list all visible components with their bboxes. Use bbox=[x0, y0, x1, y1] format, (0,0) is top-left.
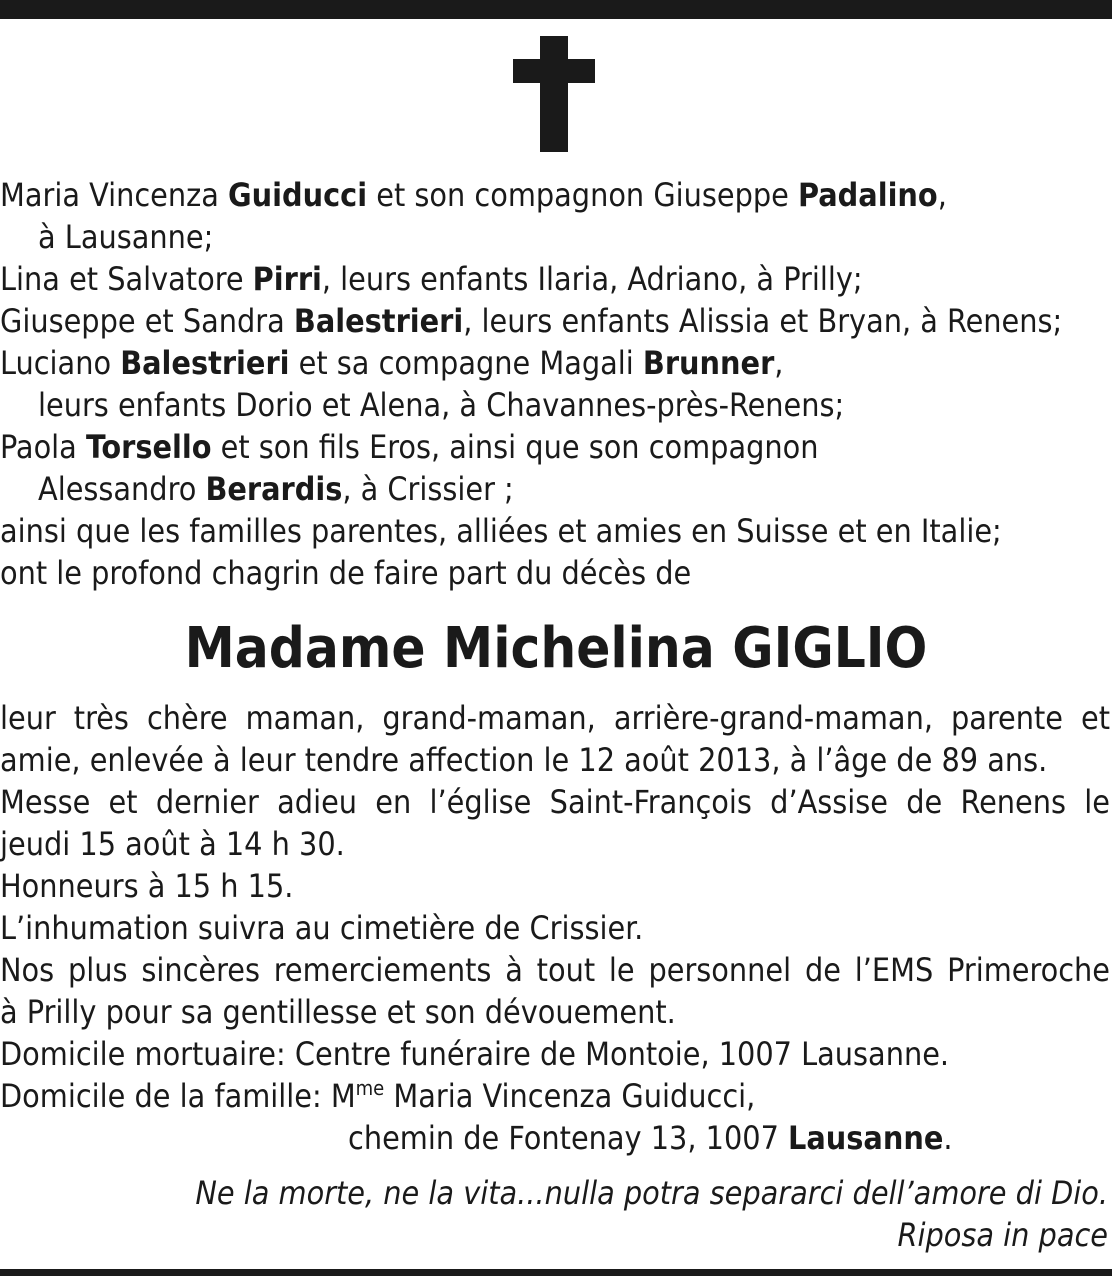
cross-icon bbox=[513, 36, 595, 152]
body-line: L’inhumation suivra au cimetière de Crissier. bbox=[0, 909, 644, 947]
body-line: amie, enlevée à leur tendre affection le 12 août 2013, à l’âge de 89 ans. bbox=[0, 741, 1048, 779]
family-line: Paola Torsello et son fils Eros, ainsi que son compagnon bbox=[0, 428, 819, 466]
family-line: Giuseppe et Sandra Balestrieri, leurs enfants Alissia et Bryan, à Renens; bbox=[0, 302, 1063, 340]
body-line: leur très chère maman, grand-maman, arrière-grand-maman, parente et bbox=[0, 699, 1110, 737]
top-rule bbox=[0, 0, 1112, 19]
body-line: jeudi 15 août à 14 h 30. bbox=[0, 825, 345, 863]
family-line: ont le profond chagrin de faire part du décès de bbox=[0, 554, 692, 592]
family-line: leurs enfants Dorio et Alena, à Chavannes-près-Renens; bbox=[38, 386, 845, 424]
closing-quote bbox=[195, 1172, 1108, 1256]
family-line: ainsi que les familles parentes, alliées et amies en Suisse et en Italie; bbox=[0, 512, 1002, 550]
body-line: Messe et dernier adieu en l’église Saint-François d’Assise de Renens le bbox=[0, 783, 1110, 821]
body-line: Domicile mortuaire: Centre funéraire de Montoie, 1007 Lausanne. bbox=[0, 1035, 950, 1073]
bottom-rule bbox=[0, 1269, 1112, 1276]
body-line: Nos plus sincères remerciements à tout le personnel de l’EMS Primeroche bbox=[0, 951, 1110, 989]
family-line: Lina et Salvatore Pirri, leurs enfants Ilaria, Adriano, à Prilly; bbox=[0, 260, 863, 298]
notice-body bbox=[0, 697, 1110, 1159]
family-line: à Lausanne; bbox=[38, 218, 214, 256]
body-line: à Prilly pour sa gentillesse et son dévouement. bbox=[0, 993, 676, 1031]
family-address-line: chemin de Fontenay 13, 1007 Lausanne. bbox=[348, 1119, 953, 1157]
quote-line: Riposa in pace bbox=[897, 1216, 1108, 1254]
family-address-line: Domicile de la famille: $M^{me}$ Maria Vincenza Guiducci, bbox=[0, 1076, 756, 1115]
quote-line: Ne la morte, ne la vita...nulla potra separarci dell’amore di Dio. bbox=[195, 1174, 1108, 1212]
family-line: Luciano Balestrieri et sa compagne Magali Brunner, bbox=[0, 344, 784, 382]
deceased-name: Madame Michelina GIGLIO bbox=[184, 616, 928, 681]
family-list bbox=[0, 174, 1110, 594]
family-line: Maria Vincenza Guiducci et son compagnon Giuseppe Padalino, bbox=[0, 176, 947, 214]
body-line: Honneurs à 15 h 15. bbox=[0, 867, 294, 905]
family-line: Alessandro Berardis, à Crissier ; bbox=[38, 470, 514, 508]
